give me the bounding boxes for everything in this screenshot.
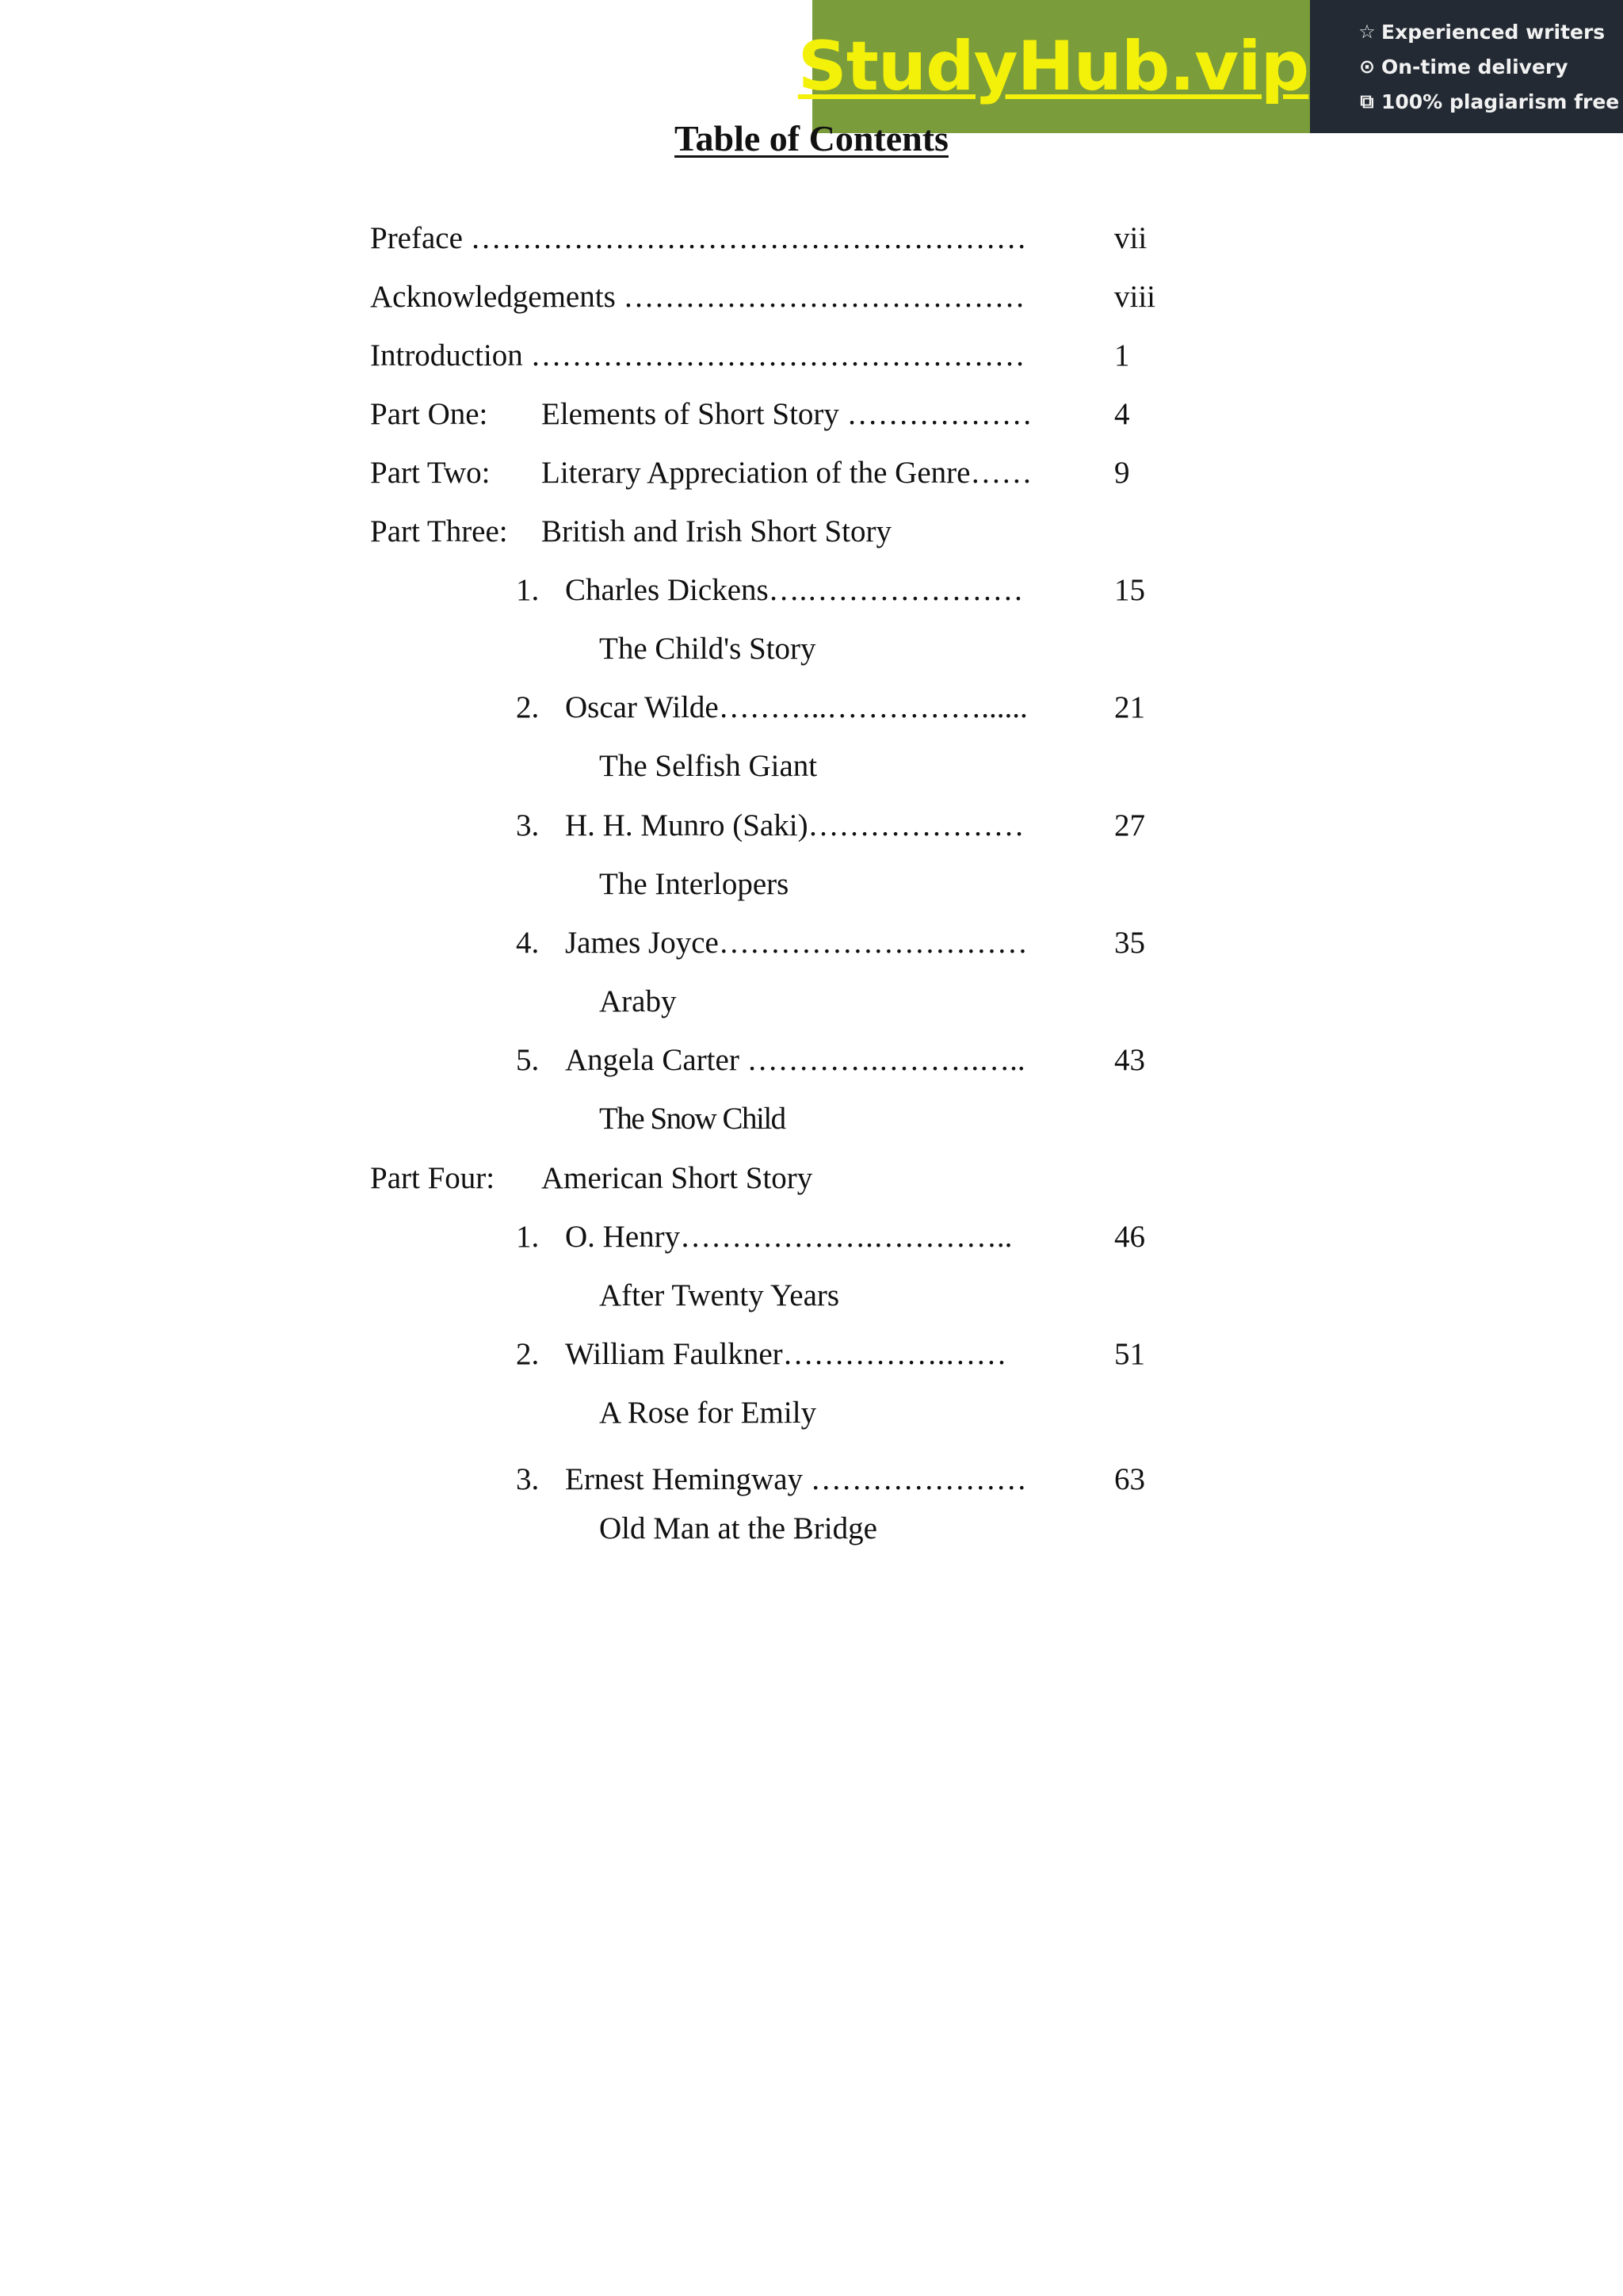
toc-entry-preface <box>370 219 1242 258</box>
story-title: The Selfish Giant <box>599 749 818 783</box>
entry-author: James Joyce………………………… <box>565 926 1028 960</box>
entry-author: O. Henry……………….………….. <box>565 1220 1013 1254</box>
part-title: British and Irish Short Story <box>541 514 892 548</box>
toc-story-title <box>0 865 1623 904</box>
entry-number: 1. <box>516 1220 540 1254</box>
part-title: American Short Story <box>541 1161 813 1195</box>
clock-icon: ⊙ <box>1358 55 1376 78</box>
part-label: Part Four: <box>370 1161 495 1195</box>
toc-story-entry <box>0 1041 1623 1080</box>
toc-story-entry <box>0 1460 1623 1499</box>
feature-label: On-time delivery <box>1381 55 1568 78</box>
entry-page: 15 <box>1114 573 1145 607</box>
toc-story-entry <box>0 1335 1623 1374</box>
entry-page: 27 <box>1114 808 1145 842</box>
story-title: Old Man at the Bridge <box>599 1511 877 1545</box>
toc-entry-introduction <box>370 336 1242 376</box>
entry-page: 35 <box>1114 926 1145 960</box>
story-title: The Child's Story <box>599 632 816 666</box>
entry-page: 51 <box>1114 1337 1145 1371</box>
entry-author: Ernest Hemingway ………………… <box>565 1462 1027 1496</box>
entry-number: 3. <box>516 808 540 842</box>
page-title: Table of Contents <box>674 118 949 159</box>
toc-part-three <box>370 512 1242 552</box>
entry-page: 9 <box>1114 456 1130 490</box>
part-label: Part Three: <box>370 514 508 548</box>
entry-page: 46 <box>1114 1220 1145 1254</box>
entry-author: H. H. Munro (Saki)………………… <box>565 808 1025 842</box>
story-title: The Snow Child <box>599 1102 785 1136</box>
entry-author: Charles Dickens….………………… <box>565 573 1024 607</box>
entry-page: 63 <box>1114 1462 1145 1496</box>
toc-story-title <box>0 629 1623 669</box>
entry-page: 1 <box>1114 338 1130 372</box>
toc-story-title <box>0 1099 1623 1139</box>
entry-number: 2. <box>516 1337 540 1371</box>
toc-story-title <box>0 982 1623 1022</box>
entry-page: 21 <box>1114 690 1145 724</box>
toc-story-entry <box>0 923 1623 963</box>
toc-story-entry <box>0 806 1623 846</box>
entry-author: Angela Carter ………….……….….. <box>565 1043 1025 1077</box>
feature-label: Experienced writers <box>1381 20 1606 44</box>
copy-icon: ⧉ <box>1360 90 1374 113</box>
toc-entry-acknowledgements <box>370 277 1242 317</box>
part-label: Part Two: <box>370 456 491 490</box>
entry-text: Acknowledgements ………………………………… <box>370 280 1025 314</box>
feature-label: 100% plagiarism free <box>1381 90 1620 113</box>
part-title: Literary Appreciation of the Genre…… <box>541 456 1033 490</box>
entry-page: 4 <box>1114 397 1130 431</box>
entry-number: 5. <box>516 1043 540 1077</box>
toc-story-entry <box>0 571 1623 610</box>
entry-page: viii <box>1114 280 1156 314</box>
entry-text: Introduction ………………………………………… <box>370 338 1025 372</box>
entry-page: 43 <box>1114 1043 1145 1077</box>
entry-page: vii <box>1114 221 1148 255</box>
toc-part-four <box>370 1159 1242 1198</box>
toc-story-title <box>0 1509 1623 1549</box>
toc-part-one <box>370 395 1242 434</box>
story-title: A Rose for Emily <box>599 1396 817 1430</box>
entry-author: William Faulkner…………….…… <box>565 1337 1007 1371</box>
entry-number: 3. <box>516 1462 540 1496</box>
entry-number: 2. <box>516 690 540 724</box>
brand-logo[interactable]: StudyHub.vip <box>797 27 1309 106</box>
toc-part-two <box>370 453 1242 493</box>
entry-number: 1. <box>516 573 540 607</box>
entry-text: Preface ……………………………………………… <box>370 221 1027 255</box>
entry-author: Oscar Wilde………..……………...... <box>565 690 1028 724</box>
story-title: After Twenty Years <box>599 1278 840 1312</box>
part-label: Part One: <box>370 397 488 431</box>
toc-story-entry <box>0 1217 1623 1257</box>
story-title: The Interlopers <box>599 867 789 901</box>
toc-story-title <box>0 1276 1623 1316</box>
story-title: Araby <box>599 984 677 1018</box>
part-title: Elements of Short Story ……………… <box>541 397 1033 431</box>
toc-story-entry <box>0 688 1623 728</box>
toc-story-title <box>0 747 1623 786</box>
toc-story-title <box>0 1393 1623 1433</box>
star-icon: ☆ <box>1358 21 1376 43</box>
entry-number: 4. <box>516 926 540 960</box>
